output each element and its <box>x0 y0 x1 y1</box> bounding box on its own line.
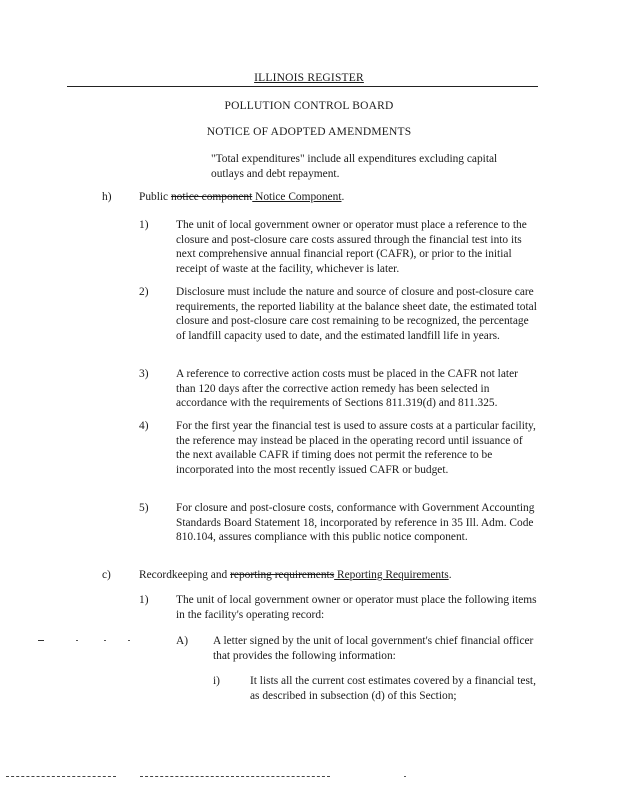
section-c-label: c) <box>102 569 111 581</box>
scan-dot <box>76 640 78 641</box>
footer-scan-line <box>140 776 330 778</box>
section-c-title-suffix: . <box>448 569 452 581</box>
h-item-2-text: Disclosure must include the nature and source of closure and post-closure care requirements, the reported liability at the balance sheet date, the estimated total closure and post-closure care cost remaining to be recognized, the percentage of landfill capacity used to date, and the estimated landfill life in years. <box>176 286 537 342</box>
h-item-3-label: 3) <box>139 368 149 380</box>
section-h-title-new: Notice Component <box>252 191 342 203</box>
c-item-1-label: 1) <box>139 594 149 606</box>
c-item-A-label: A) <box>176 635 189 647</box>
h-item-1-text: The unit of local government owner or operator must place a reference to the closure and post-closure care costs assured through the financial test into its next comprehensive annual financial report (CAFR), or prior to the initial receipt of waste at the facility, whichever is later. <box>176 219 527 275</box>
c-item-A-text: A letter signed by the unit of local government's chief financial officer that provides the following information: <box>213 635 534 662</box>
register-title: ILLINOIS REGISTER <box>254 72 364 84</box>
section-h-title-suffix: . <box>341 191 345 203</box>
h-item-4-text: For the first year the financial test is used to assure costs at a particular facility, the reference may instead be placed in the operating record until issuance of the next available CAFR if timing does not permit the reference to be incorporated into the most recently issued CAFR or budget. <box>176 420 536 476</box>
h-item-3-text: A reference to corrective action costs must be placed in the CAFR not later than 120 days after the corrective action remedy has been selected in accordance with the requirements of Sections 811.319(d) and 811.325. <box>176 368 518 410</box>
section-h-title-prefix: Public <box>139 191 171 203</box>
section-h-label: h) <box>102 191 112 203</box>
scan-dot <box>128 640 130 641</box>
footer-scan-line <box>6 776 116 778</box>
h-item-5-text: For closure and post-closure costs, conformance with Government Accounting Standards Board Statement 18, incorporated by reference in 35 Ill. Adm. Code 810.104, assures compliance with this public notice component. <box>176 502 535 544</box>
scan-dot <box>104 640 106 641</box>
c-item-1-text: The unit of local government owner or operator must place the following items in the facility's operating record: <box>176 594 537 621</box>
board-name: POLLUTION CONTROL BOARD <box>224 100 394 112</box>
h-item-4-label: 4) <box>139 420 149 432</box>
scan-mark <box>38 640 44 642</box>
intro-paragraph: "Total expenditures" include all expenditures excluding capital outlays and debt repayment. <box>211 153 498 180</box>
h-item-5-label: 5) <box>139 502 149 514</box>
c-item-i-label: i) <box>213 675 220 687</box>
scan-dot <box>404 776 406 777</box>
h-item-2-label: 2) <box>139 286 149 298</box>
header-rule <box>67 86 538 87</box>
section-h-title <box>139 190 519 205</box>
h-item-1-label: 1) <box>139 219 149 231</box>
section-h-title-struck: notice component <box>170 191 253 203</box>
c-item-i-text: It lists all the current cost estimates covered by a financial test, as described in subsection (d) of this Section; <box>250 675 536 702</box>
section-c-title-new: Reporting Requirements <box>334 569 449 581</box>
notice-title: NOTICE OF ADOPTED AMENDMENTS <box>206 126 412 138</box>
section-c-title-struck: reporting requirements <box>230 569 335 581</box>
section-c-title-prefix: Recordkeeping and <box>139 569 231 581</box>
section-c-title <box>139 568 529 583</box>
